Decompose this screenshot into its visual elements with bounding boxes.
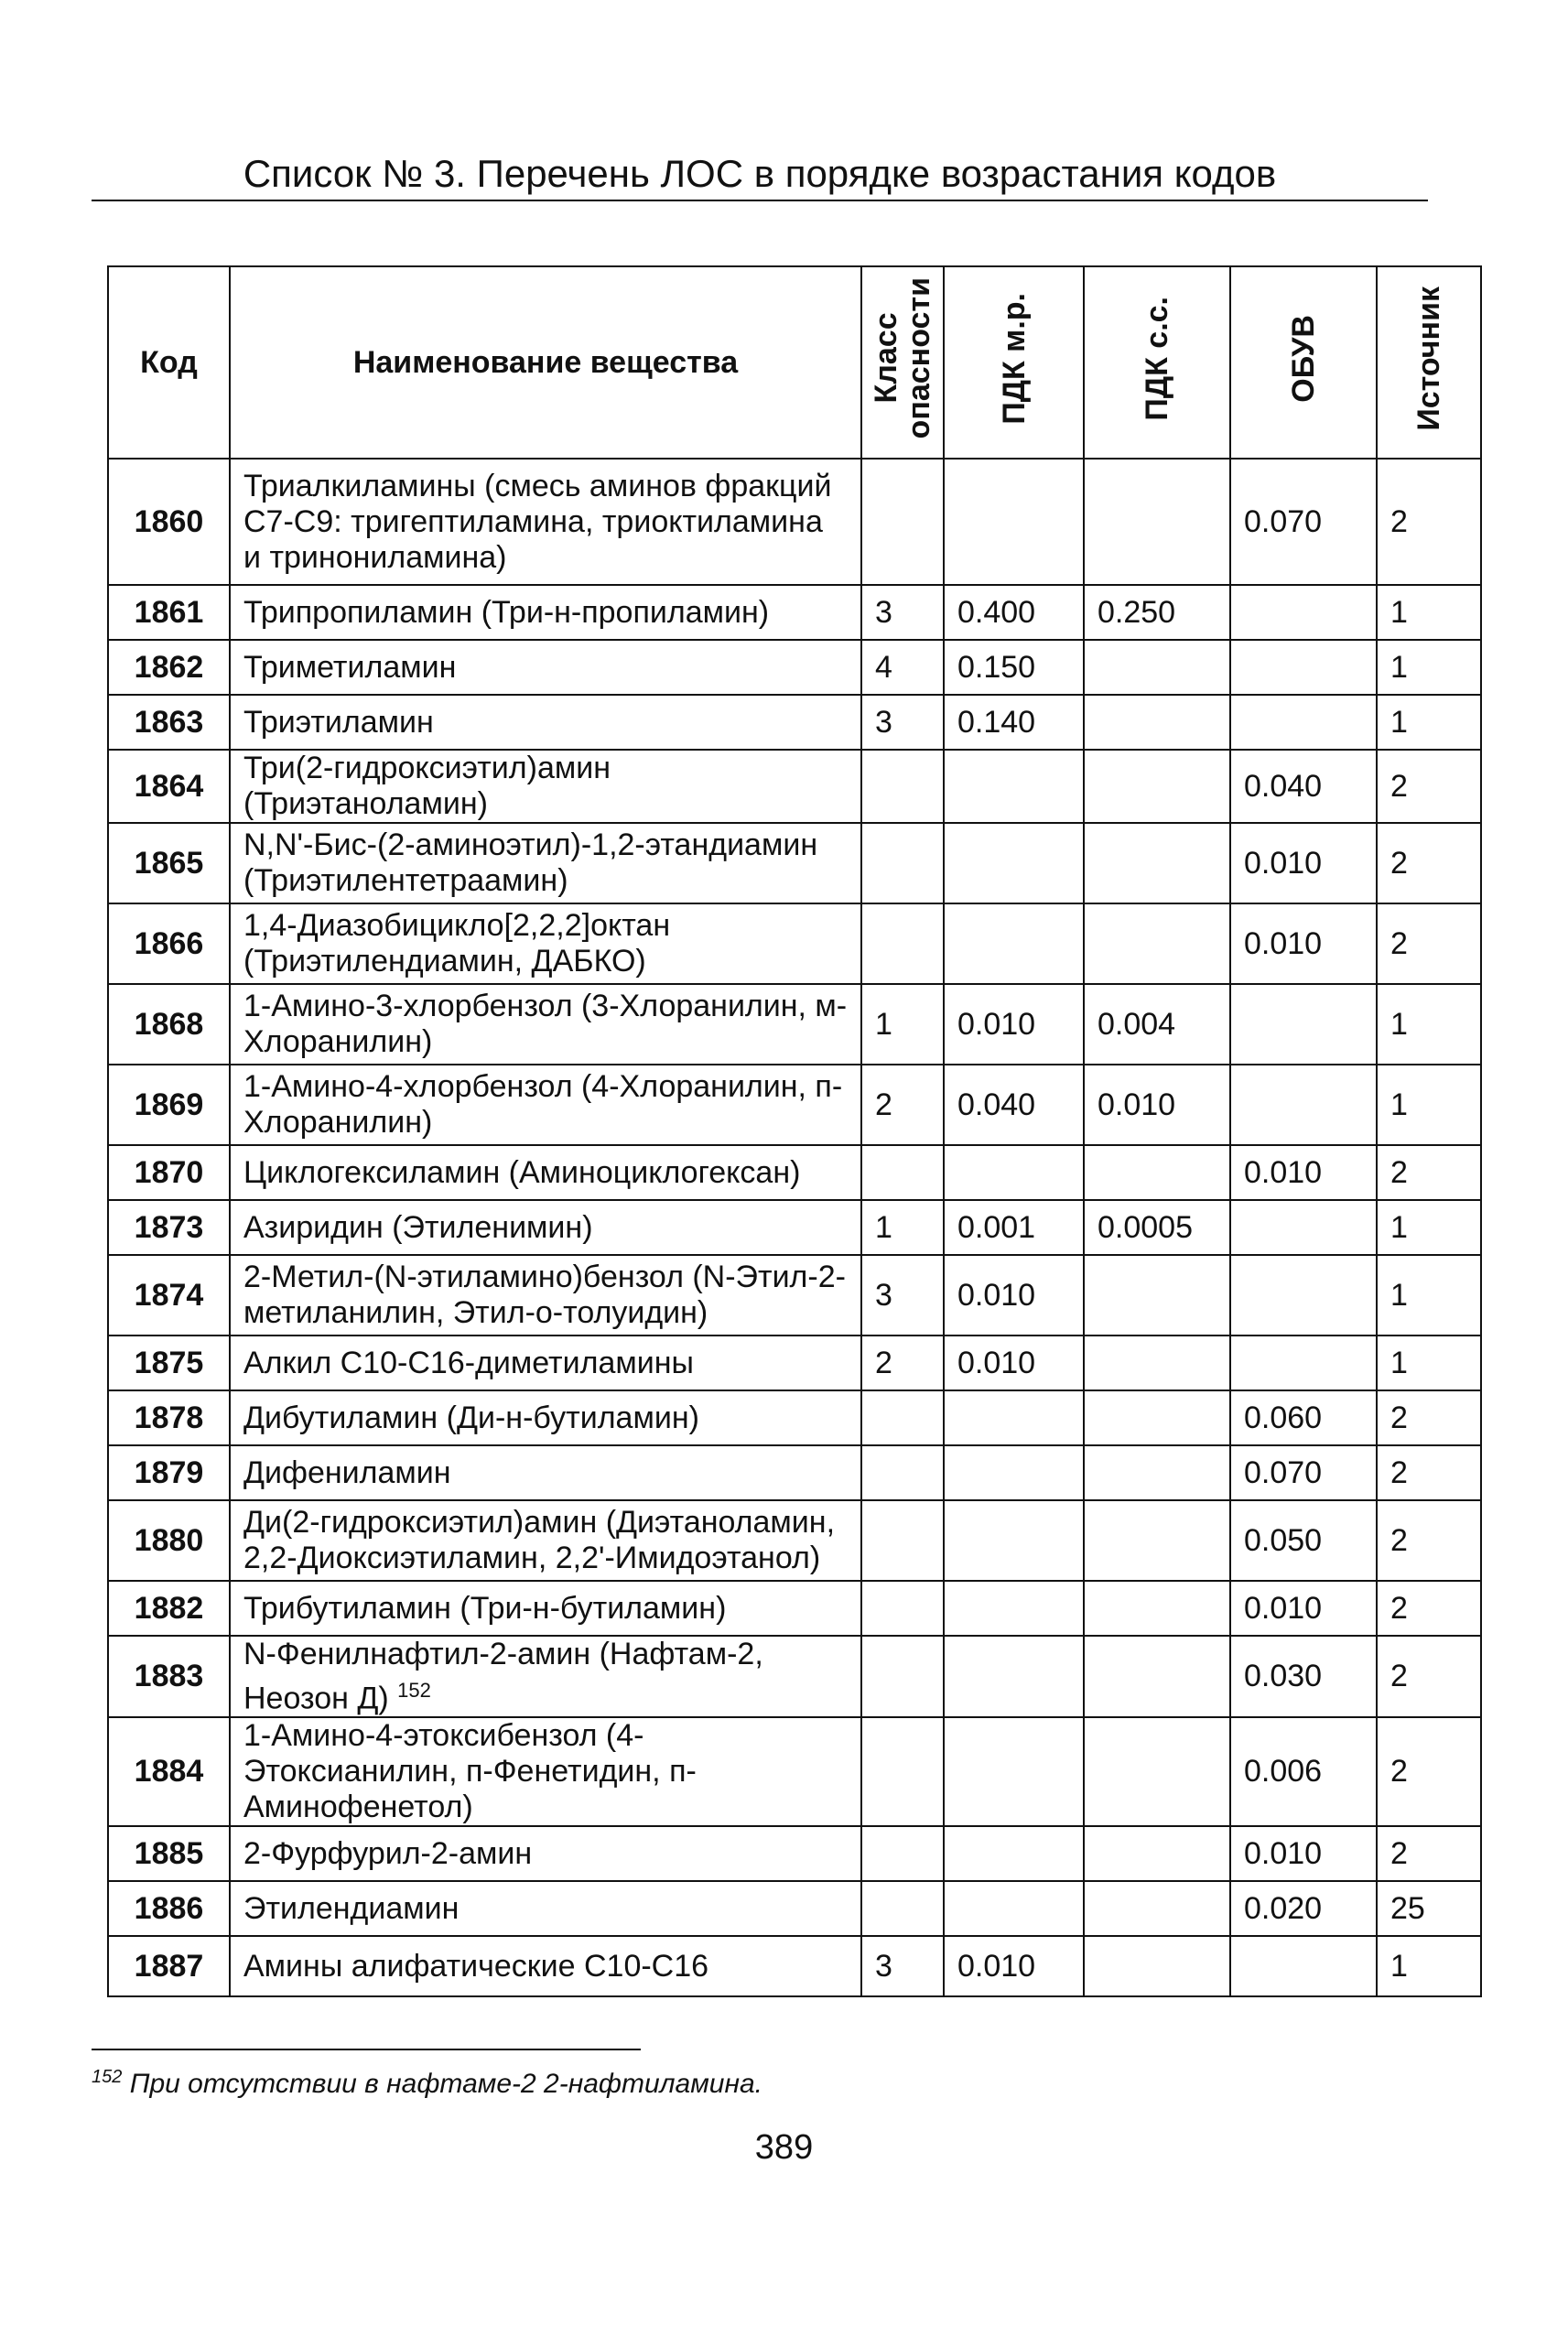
table-row (108, 823, 1481, 903)
name-cell: N,N'-Бис-(2-аминоэтил)-1,2-этандиамин (Триэтилентетраамин) (230, 823, 861, 903)
pdk-mr-cell (944, 1826, 1084, 1881)
pdk-mr-cell (944, 1145, 1084, 1200)
source-cell: 2 (1377, 1145, 1481, 1200)
name-cell: 1-Амино-3-хлорбензол (3-Хлоранилин, м-Хлоранилин) (230, 984, 861, 1065)
obuv-cell: 0.010 (1230, 823, 1377, 903)
code-cell: 1864 (108, 750, 230, 823)
pdk-mr-cell: 0.001 (944, 1200, 1084, 1255)
table-row (108, 1336, 1481, 1390)
obuv-cell (1230, 1200, 1377, 1255)
pdk-ss-cell (1084, 695, 1230, 750)
pdk-ss-cell (1084, 1390, 1230, 1445)
obuv-cell: 0.010 (1230, 1145, 1377, 1200)
pdk-ss-cell (1084, 903, 1230, 984)
pdk-ss-cell (1084, 1826, 1230, 1881)
pdk-ss-cell: 0.004 (1084, 984, 1230, 1065)
pdk-ss-cell (1084, 1255, 1230, 1336)
name-cell: Амины алифатические C10-C16 (230, 1936, 861, 1996)
pdk-mr-cell: 0.010 (944, 1936, 1084, 1996)
hazard-class-cell (861, 459, 944, 585)
obuv-cell: 0.070 (1230, 1445, 1377, 1500)
code-cell: 1875 (108, 1336, 230, 1390)
table-row (108, 1881, 1481, 1936)
source-cell: 1 (1377, 1936, 1481, 1996)
header-hazard-class: Класс опасности (861, 266, 944, 459)
obuv-cell: 0.020 (1230, 1881, 1377, 1936)
name-cell: Дибутиламин (Ди-н-бутиламин) (230, 1390, 861, 1445)
table-row (108, 903, 1481, 984)
name-cell: Ди(2-гидроксиэтил)амин (Диэтаноламин, 2,2-Диоксиэтиламин, 2,2'-Имидоэтанол) (230, 1500, 861, 1581)
pdk-ss-cell (1084, 1636, 1230, 1717)
code-cell: 1874 (108, 1255, 230, 1336)
pdk-ss-cell (1084, 1581, 1230, 1636)
source-cell: 2 (1377, 823, 1481, 903)
page-number: 389 (754, 2128, 814, 2167)
source-cell: 2 (1377, 1581, 1481, 1636)
name-cell: Трипропиламин (Три-н-пропиламин) (230, 585, 861, 640)
name-cell: Триэтиламин (230, 695, 861, 750)
hazard-class-cell (861, 750, 944, 823)
name-cell: 1-Амино-4-этоксибензол (4-Этоксианилин, п-Фенетидин, п-Аминофенетол) (230, 1717, 861, 1826)
obuv-cell (1230, 1255, 1377, 1336)
code-cell: 1860 (108, 459, 230, 585)
table-row (108, 585, 1481, 640)
pdk-ss-cell: 0.250 (1084, 585, 1230, 640)
header-rule (92, 200, 1428, 201)
obuv-cell: 0.050 (1230, 1500, 1377, 1581)
source-cell: 1 (1377, 585, 1481, 640)
table-row (108, 1717, 1481, 1826)
name-cell: N-Фенилнафтил-2-амин (Нафтам-2, Неозон Д) $^{152}$ (230, 1636, 861, 1717)
footnote (92, 2067, 762, 2100)
code-cell: 1886 (108, 1881, 230, 1936)
pdk-mr-cell (944, 1636, 1084, 1717)
page-header-title: Список № 3. Перечень ЛОС в порядке возрастания кодов (243, 152, 1277, 195)
header-code: Код (108, 266, 230, 459)
obuv-cell (1230, 640, 1377, 695)
hazard-class-cell (861, 1881, 944, 1936)
pdk-mr-cell (944, 750, 1084, 823)
pdk-mr-cell (944, 823, 1084, 903)
footnote-text: При отсутствии в нафтаме-2 2-нафтиламина. (129, 2069, 763, 2099)
code-cell: 1883 (108, 1636, 230, 1717)
obuv-cell (1230, 585, 1377, 640)
pdk-mr-cell (944, 1390, 1084, 1445)
table-row (108, 750, 1481, 823)
pdk-ss-cell (1084, 1717, 1230, 1826)
hazard-class-cell (861, 1636, 944, 1717)
los-table (107, 265, 1482, 1997)
source-cell: 2 (1377, 1390, 1481, 1445)
name-cell: 1,4-Диазобицикло[2,2,2]октан (Триэтилендиамин, ДАБКО) (230, 903, 861, 984)
code-cell: 1865 (108, 823, 230, 903)
hazard-class-cell: 1 (861, 984, 944, 1065)
source-cell: 2 (1377, 1826, 1481, 1881)
hazard-class-cell: 3 (861, 695, 944, 750)
source-cell: 1 (1377, 1065, 1481, 1145)
name-cell: Этилендиамин (230, 1881, 861, 1936)
table-row (108, 1200, 1481, 1255)
code-cell: 1884 (108, 1717, 230, 1826)
table-row (108, 1500, 1481, 1581)
source-cell: 2 (1377, 1717, 1481, 1826)
obuv-cell: 0.060 (1230, 1390, 1377, 1445)
obuv-cell: 0.040 (1230, 750, 1377, 823)
source-cell: 2 (1377, 750, 1481, 823)
pdk-ss-cell (1084, 1445, 1230, 1500)
header-obuv: ОБУВ (1230, 266, 1377, 459)
obuv-cell: 0.030 (1230, 1636, 1377, 1717)
header-name: Наименование вещества (230, 266, 861, 459)
pdk-ss-cell (1084, 750, 1230, 823)
source-cell: 1 (1377, 695, 1481, 750)
code-cell: 1868 (108, 984, 230, 1065)
source-cell: 25 (1377, 1881, 1481, 1936)
obuv-cell (1230, 1336, 1377, 1390)
table-row (108, 459, 1481, 585)
pdk-ss-cell (1084, 1936, 1230, 1996)
code-cell: 1887 (108, 1936, 230, 1996)
header-source: Источник (1377, 266, 1481, 459)
obuv-cell: 0.010 (1230, 903, 1377, 984)
hazard-class-cell (861, 1145, 944, 1200)
obuv-cell: 0.006 (1230, 1717, 1377, 1826)
source-cell: 2 (1377, 903, 1481, 984)
source-cell: 2 (1377, 1500, 1481, 1581)
obuv-cell: 0.010 (1230, 1826, 1377, 1881)
footnote-rule (92, 2049, 641, 2050)
code-cell: 1870 (108, 1145, 230, 1200)
pdk-mr-cell (944, 903, 1084, 984)
code-cell: 1880 (108, 1500, 230, 1581)
obuv-cell: 0.070 (1230, 459, 1377, 585)
hazard-class-cell (861, 1581, 944, 1636)
source-cell: 1 (1377, 984, 1481, 1065)
table-row (108, 1581, 1481, 1636)
name-cell: Трибутиламин (Три-н-бутиламин) (230, 1581, 861, 1636)
code-cell: 1878 (108, 1390, 230, 1445)
table-row (108, 1065, 1481, 1145)
pdk-ss-cell (1084, 1500, 1230, 1581)
pdk-mr-cell (944, 1881, 1084, 1936)
table-row (108, 1390, 1481, 1445)
pdk-ss-cell (1084, 640, 1230, 695)
code-cell: 1863 (108, 695, 230, 750)
hazard-class-cell (861, 903, 944, 984)
table-row (108, 1255, 1481, 1336)
hazard-class-cell (861, 1717, 944, 1826)
pdk-mr-cell: 0.400 (944, 585, 1084, 640)
code-cell: 1862 (108, 640, 230, 695)
source-cell: 2 (1377, 1636, 1481, 1717)
hazard-class-cell: 3 (861, 1936, 944, 1996)
code-cell: 1869 (108, 1065, 230, 1145)
obuv-cell (1230, 984, 1377, 1065)
source-cell: 1 (1377, 1200, 1481, 1255)
pdk-mr-cell: 0.010 (944, 984, 1084, 1065)
pdk-ss-cell (1084, 1145, 1230, 1200)
header-pdk-mr: ПДК м.р. (944, 266, 1084, 459)
pdk-mr-cell (944, 1445, 1084, 1500)
obuv-cell (1230, 1065, 1377, 1145)
source-cell: 1 (1377, 640, 1481, 695)
code-cell: 1882 (108, 1581, 230, 1636)
source-cell: 1 (1377, 1255, 1481, 1336)
hazard-class-cell (861, 1500, 944, 1581)
code-cell: 1885 (108, 1826, 230, 1881)
code-cell: 1879 (108, 1445, 230, 1500)
code-cell: 1861 (108, 585, 230, 640)
pdk-mr-cell (944, 1581, 1084, 1636)
table-body (108, 459, 1481, 1996)
footnote-number: 152 (92, 2067, 123, 2087)
table-row (108, 1826, 1481, 1881)
pdk-ss-cell: 0.010 (1084, 1065, 1230, 1145)
source-cell: 2 (1377, 1445, 1481, 1500)
hazard-class-cell (861, 823, 944, 903)
obuv-cell: 0.010 (1230, 1581, 1377, 1636)
hazard-class-cell (861, 1826, 944, 1881)
table-row (108, 1145, 1481, 1200)
name-cell: Алкил C10-C16-диметиламины (230, 1336, 861, 1390)
pdk-ss-cell (1084, 823, 1230, 903)
pdk-mr-cell (944, 1500, 1084, 1581)
table-row (108, 1636, 1481, 1717)
obuv-cell (1230, 1936, 1377, 1996)
pdk-mr-cell: 0.150 (944, 640, 1084, 695)
source-cell: 2 (1377, 459, 1481, 585)
pdk-ss-cell (1084, 459, 1230, 585)
pdk-ss-cell (1084, 1881, 1230, 1936)
table-row (108, 1936, 1481, 1996)
header-pdk-ss: ПДК с.с. (1084, 266, 1230, 459)
pdk-ss-cell: 0.0005 (1084, 1200, 1230, 1255)
name-cell: 1-Амино-4-хлорбензол (4-Хлоранилин, п-Хлоранилин) (230, 1065, 861, 1145)
name-cell: 2-Метил-(N-этиламино)бензол (N-Этил-2-метиланилин, Этил-о-толуидин) (230, 1255, 861, 1336)
hazard-class-cell (861, 1445, 944, 1500)
name-cell: 2-Фурфурил-2-амин (230, 1826, 861, 1881)
hazard-class-cell: 3 (861, 1255, 944, 1336)
obuv-cell (1230, 695, 1377, 750)
pdk-mr-cell: 0.010 (944, 1336, 1084, 1390)
source-cell: 1 (1377, 1336, 1481, 1390)
pdk-mr-cell: 0.040 (944, 1065, 1084, 1145)
pdk-mr-cell: 0.140 (944, 695, 1084, 750)
code-cell: 1866 (108, 903, 230, 984)
table-header-row (108, 266, 1481, 459)
name-cell: Циклогексиламин (Аминоциклогексан) (230, 1145, 861, 1200)
name-cell: Дифениламин (230, 1445, 861, 1500)
hazard-class-cell: 2 (861, 1336, 944, 1390)
code-cell: 1873 (108, 1200, 230, 1255)
name-cell: Триалкиламины (смесь аминов фракций C7-C9: тригептиламина, триоктиламина и тринониламина) (230, 459, 861, 585)
table-row (108, 640, 1481, 695)
footnote-ref: 152 (397, 1679, 431, 1702)
table-row (108, 695, 1481, 750)
name-cell: Три(2-гидроксиэтил)амин (Триэтаноламин) (230, 750, 861, 823)
hazard-class-cell: 3 (861, 585, 944, 640)
hazard-class-cell: 1 (861, 1200, 944, 1255)
hazard-class-cell (861, 1390, 944, 1445)
name-cell: Азиридин (Этиленимин) (230, 1200, 861, 1255)
name-cell: Триметиламин (230, 640, 861, 695)
hazard-class-cell: 4 (861, 640, 944, 695)
table-row (108, 984, 1481, 1065)
pdk-mr-cell (944, 459, 1084, 585)
pdk-mr-cell: 0.010 (944, 1255, 1084, 1336)
pdk-mr-cell (944, 1717, 1084, 1826)
pdk-ss-cell (1084, 1336, 1230, 1390)
table-row (108, 1445, 1481, 1500)
hazard-class-cell: 2 (861, 1065, 944, 1145)
